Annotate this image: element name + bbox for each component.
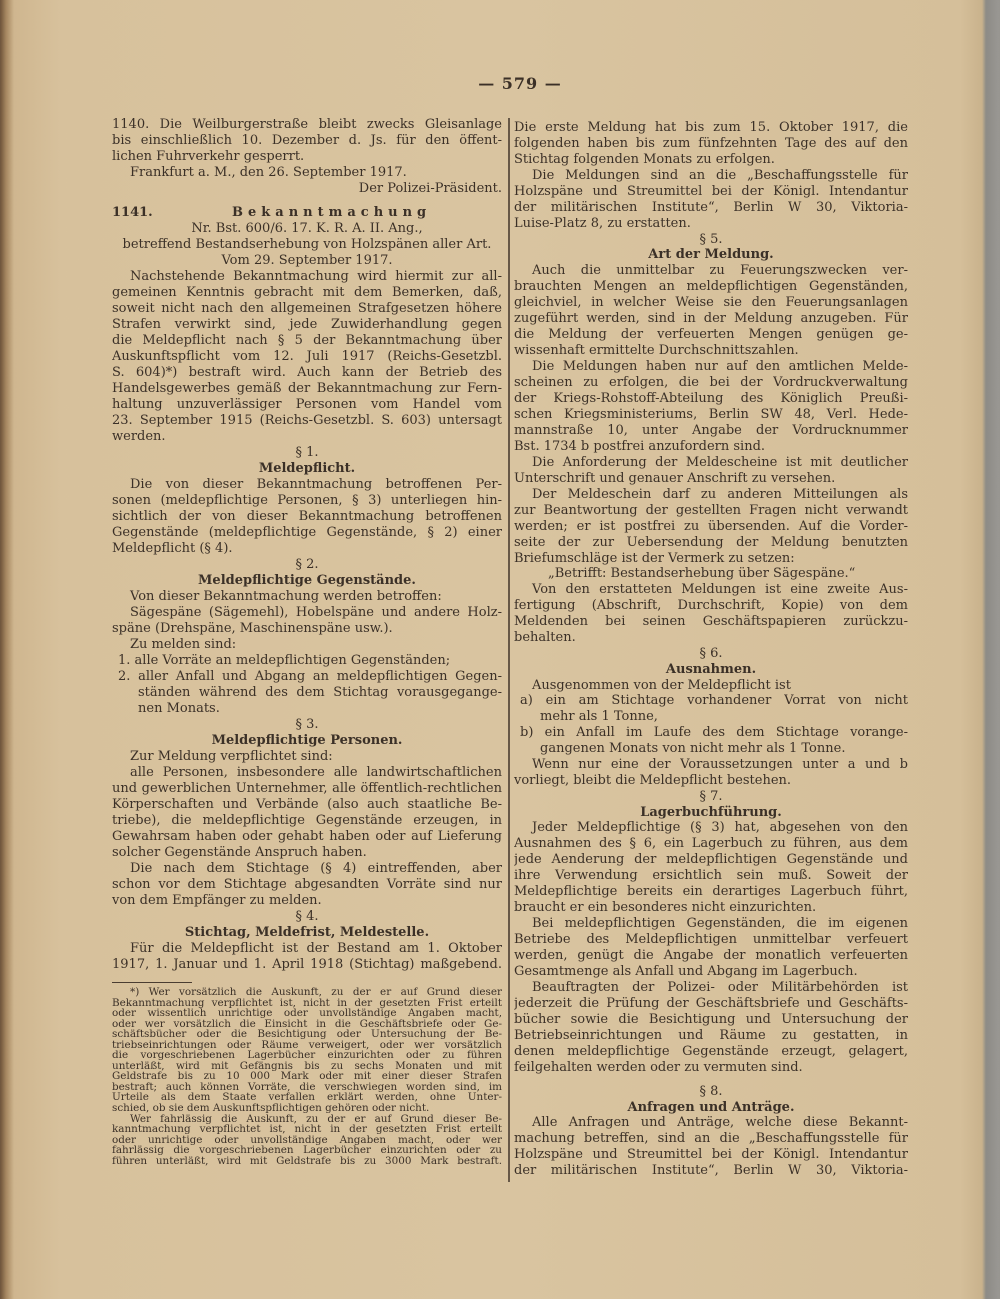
text-line: jederzeit die Prüfung der Geschäftsbriefe und Geschäfts- [514,995,908,1011]
text-line: Die Meldungen sind an die „Beschaffungsstelle für [532,167,908,183]
text-line: fertigung (Abschrift, Durchschrift, Kopie) von dem [514,598,908,614]
text-line: Betriebe des Meldepflichtigen unmittelbar verfeuert [514,932,908,948]
text-line: gemeinen Kenntnis gebracht mit dem Bemerken, daß, [112,285,502,300]
text-line: kanntmachung verpflichtet ist, nicht in der gesetzten Frist erteilt [112,1124,502,1135]
text-line: 1140. Die Weilburgerstraße bleibt zwecks Gleisanlage [112,117,502,132]
text-line: Meldepflicht (§ 4). [112,541,233,556]
text-line: Ausnahmen des § 6, ein Lagerbuch zu führen, aus dem [514,836,908,852]
text-line: Luise-Platz 8, zu erstatten. [514,215,691,231]
text-line: ständen während des dem Stichtag vorausgegange- [138,685,502,700]
text-line: jede Aenderung der meldepflichtigen Gegenstände und [514,852,908,868]
text-line: gleichviel, in welcher Weise sie den Feuerungsanlagen [514,295,908,311]
text-line: oder unrichtige oder unvollständige Angaben macht, oder wer [112,1134,502,1146]
text-line: behalten. [514,630,576,646]
text-line: bis einschließlich 10. Dezember d. Js. für den öffent- [112,133,502,148]
text-line: die Meldepflicht nach § 5 der Bekanntmachung über [112,333,502,348]
text-line: b) ein Anfall im Laufe des dem Stichtage vorange- [520,725,908,741]
text-line: Bst. 1734 b postfrei anzufordern sind. [514,438,766,454]
text-line: Bei meldepflichtigen Gegenständen, die im eigenen [532,916,908,932]
text-line: zur Beantwortung der gestellten Fragen nicht verwandt [514,502,908,518]
text-line: Meldenden bei seinen Geschäftspapieren zurückzu- [514,614,908,630]
text-line: der Kriegs-Rohstoff-Abteilung des Königlich Preußi- [514,390,908,406]
text-line: Der Polizei-Präsident. [358,181,502,196]
text-line: werden. [112,429,166,444]
text-line: wissenhaft ermittelte Durchschnittszahlen. [514,343,799,359]
text-line: Gesamtmenge als Anfall und Abgang im Lagerbuch. [514,964,858,980]
section-number: Vom 29. September 1917. [221,253,393,268]
section-heading: Art der Meldung. [648,247,774,263]
text-line: ihre Verwendung ersichtlich sein muß. Soweit der [514,868,908,884]
text-line: solcher Gegenstände Anspruch haben. [112,845,367,860]
text-line: triebe), die meldepflichtige Gegenstände erzeugen, in [112,813,502,828]
text-line: oder wer vorsätzlich die Einsicht in die Geschäftsbriefe oder Ge- [112,1018,502,1030]
footnote-rule [112,982,192,983]
text-line: Bekanntmachung verpflichtet ist, nicht in der gesetzten Frist erteilt [112,997,502,1009]
notice-1141-heading [112,205,502,221]
text-line: Von dieser Bekanntmachung werden betroffen: [130,589,442,604]
text-line: die vorgeschriebenen Lagerbücher einzurichten oder zu führen [112,1050,502,1061]
text-line: Urteile als dem Staate verfallen erklärt werden, ohne Unter- [112,1092,502,1104]
text-line: 1917, 1. Januar und 1. April 1918 (Stichtag) maßgebend. [112,957,502,972]
text-line: Auch die unmittelbar zu Feuerungszwecken ver- [532,263,908,279]
notice-title: Bekanntmachung [232,205,432,220]
text-line: schon vor dem Stichtage abgesandten Vorräte sind nur [112,877,502,892]
text-line: von dem Empfänger zu melden. [112,893,322,908]
text-line: feilgehalten werden oder zu vermuten sind. [514,1059,803,1075]
text-line: die Meldung der verfeuerten Mengen genügen ge- [514,327,908,343]
text-line: 1. alle Vorräte an meldepflichtigen Gegenständen; [118,653,451,668]
footnote [112,987,502,1166]
text-line: späne (Drehspäne, Maschinenspäne usw.). [112,621,393,636]
text-line: sichtlich der von dieser Bekanntmachung betroffenen [112,509,502,524]
text-line: der militärischen Institute“, Berlin W 30, Viktoria- [514,199,908,215]
section-number: § 5. [699,231,723,247]
right-column [514,120,908,1179]
text-line: seite der zur Uebersendung der Meldung benutzten [514,534,908,550]
text-line: haltung unzuverlässiger Personen vom Handel vom [112,397,502,412]
text-line: oder wissentlich unrichtige oder unvollständige Angaben macht, [112,1008,502,1019]
section-number: § 6. [699,645,723,661]
section-number: § 1. [295,445,319,460]
text-line: nen Monats. [138,701,220,716]
text-line: bücher sowie die Besichtigung und Untersuchung der [514,1011,908,1027]
text-line: Betriebseinrichtungen und Räume zu gestatten, in [514,1027,908,1043]
text-line: Wer fahrlässig die Auskunft, zu der er auf Grund dieser Be- [130,1113,502,1125]
text-line: schied, ob sie dem Auskunftspflichtigen gehören oder nicht. [112,1102,430,1115]
text-line: Nachstehende Bekanntmachung wird hiermit zur all- [130,269,502,284]
text-line: Die Anforderung der Meldescheine ist mit deutlicher [532,454,908,470]
text-line: soweit nicht nach den allgemeinen Strafgesetzen höhere [112,301,502,316]
text-line: Gegenstände (meldepflichtige Gegenstände, § 2) einer [112,525,502,540]
text-line: Strafen verwirkt sind, jede Zuwiderhandlung gegen [112,317,502,332]
section-heading: Lagerbuchführung. [640,804,782,820]
text-line: Körperschaften und Verbände (also auch staatliche Be- [112,797,502,812]
text-line: mehr als 1 Tonne, [540,709,658,725]
text-line: und gewerblichen Unternehmer, alle öffentlich-rechtlichen [112,781,502,796]
text-line: Der Meldeschein darf zu anderen Mitteilungen als [532,486,908,502]
text-line: Holzspäne und Streumittel bei der Königl. Intendantur [514,183,908,199]
notice-number: 1141. [112,205,153,220]
text-line: Auskunftspflicht vom 12. Juli 1917 (Reichs-Gesetzbl. [112,349,502,364]
text-line: Beauftragten der Polizei- oder Militärbehörden ist [532,979,908,995]
section-number: betreffend Bestandserhebung von Holzspänen aller Art. [122,237,492,252]
section-heading: Meldepflichtige Gegenstände. [198,573,416,588]
section-number: § 4. [295,909,319,924]
text-line: scheinen zu erfolgen, die bei der Vordruckverwaltung [514,374,908,390]
text-line: Stichtag folgenden Monats zu erfolgen. [514,152,775,167]
text-line: denen meldepflichtige Gegenstände erzeugt, gelagert, [514,1043,908,1059]
text-line: triebseinrichtungen oder Räume verweigert, oder wer vorsätzlich [112,1039,502,1051]
text-line: Die Meldungen haben nur auf den amtlichen Melde- [532,358,908,374]
text-line: Für die Meldepflicht ist der Bestand am 1. Oktober [130,941,502,956]
text-line: lichen Fuhrverkehr gesperrt. [112,149,305,164]
text-line: alle Personen, insbesondere alle landwirtschaftlichen [130,765,502,780]
text-line: Die nach dem Stichtage (§ 4) eintreffenden, aber [130,861,502,876]
text-line: Ausgenommen von der Meldepflicht ist [532,677,791,693]
text-line: schen Kriegsministeriums, Berlin SW 48, Verl. Hede- [514,406,908,422]
text-line: Alle Anfragen und Anträge, welche diese Bekannt- [532,1115,908,1131]
text-line: Zu melden sind: [130,637,237,652]
text-line: 2. aller Anfall und Abgang an meldepflichtigen Gegen- [118,669,502,684]
notice-1141-body [112,221,502,973]
left-column [112,117,502,973]
section-number: § 2. [295,557,319,572]
text-line: braucht er ein besonderes nicht einzurichten. [514,900,817,916]
section-heading: Meldepflicht. [258,461,356,476]
section-heading: Stichtag, Meldefrist, Meldestelle. [184,925,430,940]
section-number: § 3. [295,717,319,732]
text-line: Frankfurt a. M., den 26. September 1917. [130,165,407,180]
text-line: der militärischen Institute“, Berlin W 30, Viktoria- [514,1163,908,1179]
text-line: vorliegt, bleibt die Meldepflicht bestehen. [514,772,792,788]
text-line: Die erste Meldung hat bis zum 15. Oktober 1917, die [514,120,908,135]
text-line: gangenen Monats von nicht mehr als 1 Tonne. [540,741,846,757]
text-line: Geldstrafe bis zu 10 000 Mark oder mit einer dieser Strafen [112,1071,502,1082]
section-heading: Anfragen und Anträge. [627,1099,795,1115]
text-line: bestraft; auch können Vorräte, die verschwiegen worden sind, im [112,1081,502,1093]
text-line: werden, genügt die Angabe der monatlich verfeuerten [514,948,908,964]
text-line: S. 604)*) bestraft wird. Auch kann der Betrieb des [112,365,502,380]
section-number: Nr. Bst. 600/6. 17. K. R. A. II. Ang., [191,221,423,236]
text-line: Wenn nur eine der Voraussetzungen unter a und b [532,756,908,772]
section-number: § 8. [699,1083,723,1099]
text-line: Unterschrift und genauer Anschrift zu versehen. [514,470,836,486]
text-line: führen unterläßt, wird mit Geldstrafe bis zu 3000 Mark bestraft. [112,1155,502,1167]
text-line: brauchten Mengen an meldepflichtigen Gegenständen, [514,279,908,295]
text-line: 23. September 1915 (Reichs-Gesetzbl. S. 603) untersagt [112,413,502,428]
text-line: werden; er ist postfrei zu übersenden. Auf die Vorder- [514,518,908,534]
text-line: Die von dieser Bekanntmachung betroffenen Per- [130,477,502,492]
text-line: Sägespäne (Sägemehl), Hobelspäne und andere Holz- [130,605,502,620]
text-line: Zur Meldung verpflichtet sind: [130,749,333,764]
text-line: Jeder Meldepflichtige (§ 3) hat, abgesehen von den [532,820,908,836]
text-line: Holzspäne und Streumittel bei der Königl. Intendantur [514,1147,908,1163]
text-line: zugeführt werden, sind in der Meldung anzugeben. Für [514,311,908,327]
text-line: mannstraße 10, unter Angabe der Vordrucknummer [514,422,908,438]
section-heading: Ausnahmen. [665,661,757,677]
text-line: schäftsbücher oder die Besichtigung oder Untersuchung der Be- [112,1029,502,1040]
text-line: Briefumschläge ist der Vermerk zu setzen: [514,550,795,566]
text-line: Von den erstatteten Meldungen ist eine zweite Aus- [532,582,908,598]
section-heading: Meldepflichtige Personen. [211,733,403,748]
text-line: a) ein am Stichtage vorhandener Vorrat von nicht [520,693,908,709]
text-line: *) Wer vorsätzlich die Auskunft, zu der er auf Grund dieser [130,987,502,998]
text-line: unterläßt, wird mit Gefängnis bis zu sechs Monaten und mit [112,1060,502,1072]
text-line: Meldepflichtige bereits ein derartiges Lagerbuch führt, [514,884,908,900]
text-line: sonen (meldepflichtige Personen, § 3) unterliegen hin- [112,493,502,508]
page-number: — 579 — [478,74,562,93]
column-divider [508,118,510,1182]
section-number: § 7. [699,788,723,804]
text-line: machung betreffen, sind an die „Beschaffungsstelle für [514,1131,908,1147]
text-line: „Betrifft: Bestandserhebung über Sägespäne.“ [548,566,856,582]
text-line: fahrlässig die vorgeschriebenen Lagerbücher einzurichten oder zu [112,1145,502,1156]
text-line: folgenden haben bis zum fünfzehnten Tage des auf den [514,136,908,151]
text-line: Handelsgewerbes gemäß der Bekanntmachung zur Fern- [112,381,502,396]
notice-1140 [112,117,502,197]
text-line: Gewahrsam haben oder gehabt haben oder auf Lieferung [112,829,502,844]
